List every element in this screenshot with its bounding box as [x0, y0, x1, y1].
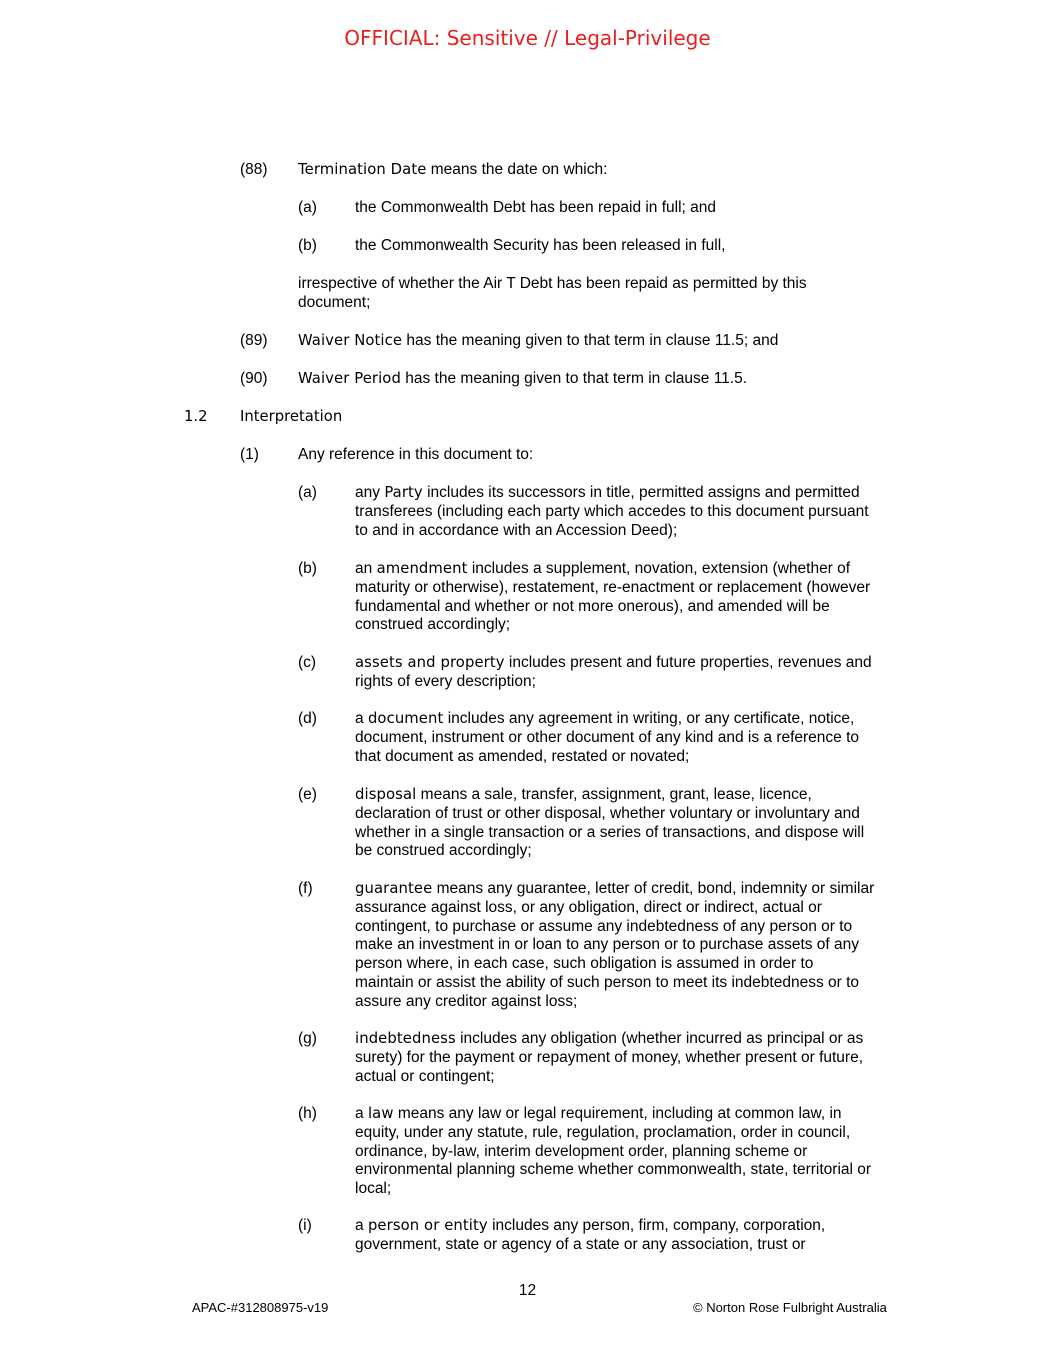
item-label: (g): [298, 1030, 317, 1047]
item-text: [355, 786, 864, 861]
item-line: rights of every description;: [355, 672, 536, 690]
definition-number: (88): [240, 161, 268, 178]
item-label: (d): [298, 710, 317, 727]
item-line: assurance against loss, or any obligation, direct or indirect, actual or: [355, 898, 822, 916]
defined-term: Party: [384, 484, 423, 501]
item-label: (c): [298, 654, 317, 671]
item-label: (i): [298, 1217, 312, 1234]
item-line: includes any agreement in writing, or any certificate, notice,: [443, 710, 855, 727]
item-line: document, instrument or other document of any kind and is a reference to: [355, 728, 860, 746]
item-text: [355, 1030, 863, 1086]
item-label: (h): [298, 1105, 317, 1122]
item-prefix: an: [355, 560, 377, 577]
definition-body: means the date on which:: [426, 161, 608, 178]
document-id: APAC-#312808975-v19: [192, 1300, 329, 1315]
definition-text: [298, 161, 607, 180]
item-line: equity, under any statute, rule, regulation, proclamation, order in council,: [355, 1123, 851, 1141]
section-number: 1.2: [184, 408, 208, 425]
item-label: (a): [298, 484, 317, 501]
item-line: person where, in each case, such obligation is assumed in order to: [355, 955, 814, 973]
item-line: local;: [355, 1180, 392, 1198]
item-line: includes any person, firm, company, corporation,: [487, 1217, 826, 1234]
item-line: includes present and future properties, revenues and: [504, 654, 872, 671]
defined-term: document: [367, 710, 444, 727]
item-line: make an investment in or loan to any person or to purchase assets of any: [355, 936, 860, 954]
item-label: (b): [298, 560, 317, 577]
item-line: contingent, to purchase or assume any indebtedness of any person or to: [355, 917, 853, 935]
item-prefix: a: [355, 1105, 368, 1122]
copyright-notice: © Norton Rose Fulbright Australia: [693, 1300, 887, 1315]
subitem-label: (b): [298, 237, 317, 254]
defined-term: disposal: [355, 786, 417, 803]
item-line: means any law or legal requirement, including at common law, in: [393, 1105, 842, 1122]
defined-term: law: [367, 1105, 394, 1122]
subitem-text: the Commonwealth Debt has been repaid in full; and: [355, 199, 717, 216]
defined-term: amendment: [376, 560, 468, 577]
item-line: includes any obligation (whether incurred as principal or as: [455, 1030, 864, 1047]
item-prefix: a: [355, 710, 368, 727]
paragraph-number: (1): [240, 446, 259, 463]
definition-number: (89): [240, 332, 268, 349]
item-line: ordinance, by-law, interim development order, planning scheme or: [355, 1142, 808, 1160]
item-line: includes its successors in title, permitted assigns and permitted: [422, 484, 860, 501]
item-line: that document as amended, restated or novated;: [355, 747, 690, 765]
item-line: means any guarantee, letter of credit, bond, indemnity or similar: [432, 880, 875, 897]
item-line: surety) for the payment or repayment of money, whether present or future,: [355, 1048, 864, 1066]
continuation-line: irrespective of whether the Air T Debt has been repaid as permitted by this: [298, 275, 807, 292]
item-line: whether in a single transaction or a series of transactions, and dispose will: [355, 823, 865, 841]
item-line: maturity or otherwise), restatement, re-enactment or replacement (however: [355, 578, 871, 596]
subitem-label: (a): [298, 199, 317, 216]
item-prefix: any: [355, 484, 385, 501]
page-number: 12: [518, 1282, 537, 1299]
item-line: be construed accordingly;: [355, 842, 532, 860]
item-text: [355, 880, 874, 1012]
section-title: Interpretation: [240, 408, 343, 425]
definition-text: [298, 370, 747, 389]
item-line: maintain or assist the ability of such person to meet its indebtedness or to: [355, 973, 860, 991]
item-line: actual or contingent;: [355, 1067, 495, 1085]
defined-term: guarantee: [355, 880, 433, 897]
item-line: fundamental and whether or not more onerous), and amended will be: [355, 597, 830, 615]
item-text: [355, 484, 869, 540]
item-line: to and in accordance with an Accession Deed);: [355, 521, 678, 539]
defined-term: assets and property: [355, 654, 505, 671]
definition-number: (90): [240, 370, 268, 387]
classification-header: OFFICIAL: Sensitive // Legal-Privilege: [344, 26, 711, 50]
definition-text: [298, 332, 778, 351]
defined-term: Waiver Period: [298, 370, 401, 387]
item-line: construed accordingly;: [355, 616, 511, 634]
item-prefix: a: [355, 1217, 368, 1234]
definition-body: has the meaning given to that term in clause 11.5.: [400, 370, 748, 387]
item-text: [355, 654, 872, 692]
item-text: [355, 1105, 871, 1199]
item-line: transferees (including each party which accedes to this document pursuant: [355, 502, 869, 520]
paragraph-text: Any reference in this document to:: [298, 446, 534, 463]
item-line: assure any creditor against loss;: [355, 992, 578, 1010]
defined-term: Waiver Notice: [298, 332, 403, 349]
continuation-line: document;: [298, 294, 371, 311]
defined-term: Termination Date: [298, 161, 427, 178]
item-label: (e): [298, 786, 317, 803]
item-line: includes a supplement, novation, extension (whether of: [467, 560, 851, 577]
subitem-text: the Commonwealth Security has been released in full,: [355, 237, 726, 254]
defined-term: indebtedness: [355, 1030, 456, 1047]
item-label: (f): [298, 880, 313, 897]
item-text: [355, 560, 870, 635]
item-line: environmental planning scheme whether commonwealth, state, territorial or: [355, 1161, 872, 1179]
item-line: declaration of trust or other disposal, whether voluntary or involuntary and: [355, 804, 860, 822]
definition-body: has the meaning given to that term in clause 11.5; and: [402, 332, 779, 349]
item-line: government, state or agency of a state or any association, trust or: [355, 1235, 806, 1253]
item-line: means a sale, transfer, assignment, grant, lease, licence,: [416, 786, 812, 803]
defined-term: person or entity: [367, 1217, 488, 1234]
item-text: [355, 710, 859, 766]
item-text: [355, 1217, 825, 1255]
